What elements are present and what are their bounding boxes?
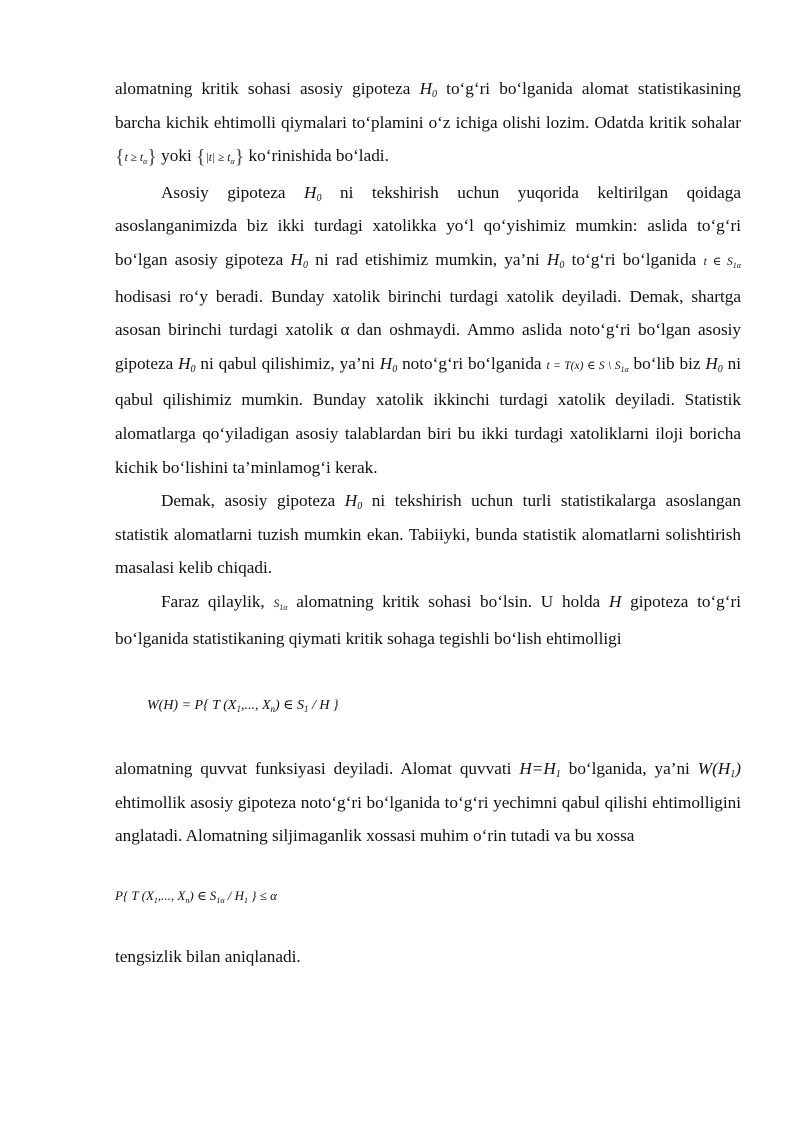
h0-symbol: $H_0$	[304, 182, 322, 204]
text: yoki	[156, 146, 197, 166]
h0-symbol: $H_0$	[705, 353, 723, 375]
w-h1: $W(H_1)$	[697, 759, 741, 781]
formula-t-in-s1a: t ∈ $S_{1\alpha}$	[703, 255, 741, 270]
h-symbol: H	[608, 591, 622, 611]
formula-unbiasedness: P{ T ($X_1$,..., $X_n$) ∈ $S_{1\alpha} / H_1$ } ≤ α	[115, 887, 277, 905]
text: alomatning kritik sohasi asosiy gipoteza	[115, 79, 420, 98]
h0-symbol: $H_0$	[546, 249, 565, 271]
document-page	[115, 72, 741, 973]
paragraph-4: Faraz qilaylik, $S_{1\alpha}$ alomatning kritik sohasi bo‘lsin. U holda H gipoteza to‘g‘ri bo‘lganida statistikaning qiymati kritik sohaga tegishli bo‘lish ehtimolligi	[115, 591, 741, 648]
paragraph-6: tengsizlik bilan aniqlanadi.	[115, 946, 301, 966]
paragraph-1	[115, 72, 741, 176]
text: ko‘rinishida bo‘ladi.	[244, 146, 389, 166]
formula-critical-region-2: $\{|t| \ge t_\alpha\}$	[196, 146, 245, 169]
h0-symbol: $H_0$	[379, 353, 398, 375]
text: to‘g‘ri bo‘lganida alomat statistikasining barcha kichik ehtimolli qiymalari to‘plamini o‘z ichiga olishi lozim. Odatda kritik sohalar	[115, 79, 741, 132]
formula-s1a: $S_{1\alpha}$	[273, 597, 288, 612]
paragraph-2: Asosiy gipoteza $H_0$ ni tekshirish uchun yuqorida keltirilgan qoidaga asoslanganimizda biz ikki turdagi xatolikka yo‘l qo‘yishimiz mumkin: aslida to‘g‘ri bo‘lgan asosiy gipoteza $H_0$ ni rad etishimiz mumkin, ya’ni $H_0$ to‘g‘ri bo‘lganida t ∈ $S_{1\alpha}$ hodisasi ro‘y beradi. Bunday xatolik birinchi turdagi xatolik deyiladi. Demak, shartga asosan birinchi turdagi xatolik α dan oshmaydi. Ammo aslida noto‘g‘ri bo‘lgan asosiy gipoteza $H_0$ ni qabul qilishimiz, ya’ni $H_0$ noto‘g‘ri bo‘lganida t = T(x) ∈ S \ $S_{1\alpha}$ bo‘lib biz $H_0$ ni qabul qilishimiz mumkin. Bunday xatolik ikkinchi turdagi xatolik deyiladi. Statistik alomatlarga qo‘yiladigan asosiy talablardan biri bu ikki turdagi xatoliklarni iloji boricha kichik bo‘lishini ta’minlamog‘i kerak.	[115, 182, 742, 477]
h0-symbol: $H_0$	[290, 249, 308, 271]
paragraph-3: Demak, asosiy gipoteza $H_0$ ni tekshirish uchun turli statistikalarga asoslangan statistik alomatlarni tuzish mumkin ekan. Tabiiyki, bunda statistik alomatlarni solishtirish masalasi kelib chiqadi.	[115, 491, 741, 578]
formula-critical-region-1: $\{t \ge t_\alpha\}$	[115, 146, 157, 169]
h0-symbol: $H_0$	[178, 353, 196, 375]
formula-power-function: W(H) = P{ T ($X_1$,..., $X_n$) ∈ $S_1$ / H }	[147, 698, 339, 715]
h0-symbol: $H_0$	[419, 79, 437, 100]
h-equals-h1: $H=H_1$	[519, 759, 561, 781]
paragraph-5: alomatning quvvat funksiyasi deyiladi. Alomat quvvati $H=H_1$ bo‘lganida, ya’ni $W(H_1)$ ehtimollik asosiy gipoteza noto‘g‘ri bo‘lganida to‘g‘ri yechimni qabul qilishi ehtimolligini anglatadi. Alomatning siljimaganlik xossasi muhim o‘rin tutadi va bu xossa	[115, 759, 741, 846]
formula-t-in-s-minus-s1a: t = T(x) ∈ S \ $S_{1\alpha}$	[546, 359, 629, 374]
h0-symbol: $H_0$	[344, 491, 363, 513]
